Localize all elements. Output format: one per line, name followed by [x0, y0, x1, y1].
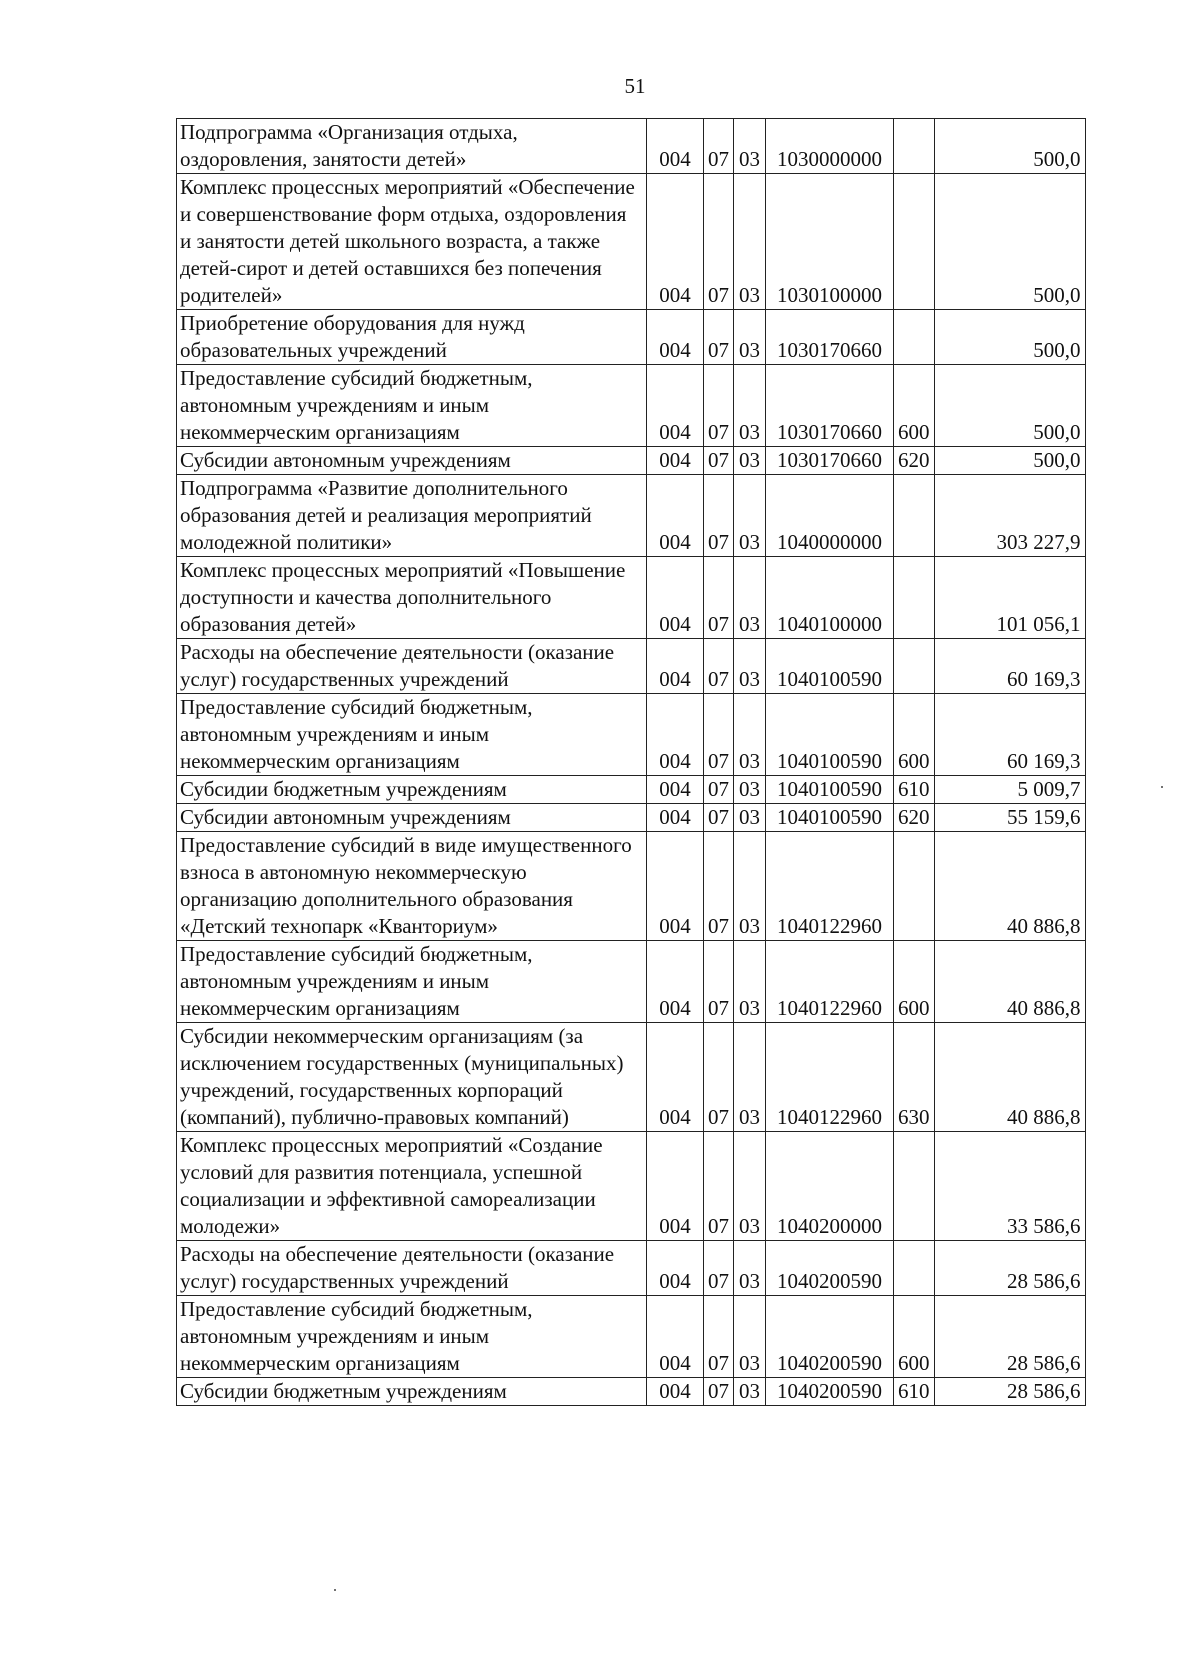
row-subsection-code: 03 — [734, 639, 766, 694]
row-target-article: 1040200590 — [766, 1241, 894, 1296]
scan-speck — [1161, 786, 1163, 788]
row-target-article: 1040122960 — [766, 832, 894, 941]
row-ved-code: 004 — [647, 1378, 704, 1406]
row-section-code: 07 — [704, 310, 734, 365]
row-ved-code: 004 — [647, 310, 704, 365]
table-row — [177, 447, 1086, 475]
row-name: Субсидии бюджетным учреждениям — [177, 776, 647, 804]
row-amount: 500,0 — [934, 447, 1085, 475]
row-ved-code: 004 — [647, 941, 704, 1023]
row-target-article: 1040122960 — [766, 941, 894, 1023]
row-section-code: 07 — [704, 832, 734, 941]
row-expense-type — [894, 310, 935, 365]
row-name: Субсидии бюджетным учреждениям — [177, 1378, 647, 1406]
row-expense-type — [894, 639, 935, 694]
row-subsection-code: 03 — [734, 119, 766, 174]
row-name: Комплекс процессных мероприятий «Повышение доступности и качества дополнительного образования детей» — [177, 557, 647, 639]
row-name: Комплекс процессных мероприятий «Обеспечение и совершенствование форм отдыха, оздоровления и занятости детей школьного возраста, а также детей-сирот и детей оставшихся без попечения родителей» — [177, 174, 647, 310]
row-amount: 500,0 — [934, 174, 1085, 310]
row-target-article: 1040200590 — [766, 1296, 894, 1378]
row-expense-type — [894, 557, 935, 639]
row-subsection-code: 03 — [734, 1296, 766, 1378]
table-row — [177, 804, 1086, 832]
row-expense-type: 610 — [894, 776, 935, 804]
table-row — [177, 1378, 1086, 1406]
row-ved-code: 004 — [647, 1296, 704, 1378]
page-number: 51 — [624, 74, 646, 98]
row-target-article: 1040100000 — [766, 557, 894, 639]
row-ved-code: 004 — [647, 557, 704, 639]
row-amount: 40 886,8 — [934, 1023, 1085, 1132]
table-row — [177, 119, 1086, 174]
row-expense-type: 620 — [894, 447, 935, 475]
row-subsection-code: 03 — [734, 832, 766, 941]
row-subsection-code: 03 — [734, 447, 766, 475]
row-subsection-code: 03 — [734, 310, 766, 365]
row-amount: 28 586,6 — [934, 1241, 1085, 1296]
row-subsection-code: 03 — [734, 174, 766, 310]
table-row — [177, 941, 1086, 1023]
row-target-article: 1030170660 — [766, 310, 894, 365]
table-row — [177, 1296, 1086, 1378]
row-name: Субсидии некоммерческим организациям (за исключением государственных (муниципальных) учреждений, государственных корпораций (компаний), публично-правовых компаний) — [177, 1023, 647, 1132]
row-target-article: 1040200590 — [766, 1378, 894, 1406]
row-ved-code: 004 — [647, 1241, 704, 1296]
row-name: Расходы на обеспечение деятельности (оказание услуг) государственных учреждений — [177, 639, 647, 694]
row-expense-type — [894, 119, 935, 174]
row-name: Предоставление субсидий бюджетным, автономным учреждениям и иным некоммерческим организациям — [177, 365, 647, 447]
row-section-code: 07 — [704, 694, 734, 776]
row-ved-code: 004 — [647, 447, 704, 475]
row-target-article: 1040000000 — [766, 475, 894, 557]
table-row — [177, 1023, 1086, 1132]
row-ved-code: 004 — [647, 475, 704, 557]
row-amount: 60 169,3 — [934, 694, 1085, 776]
row-expense-type: 610 — [894, 1378, 935, 1406]
row-name: Субсидии автономным учреждениям — [177, 804, 647, 832]
row-section-code: 07 — [704, 447, 734, 475]
row-name: Предоставление субсидий бюджетным, автономным учреждениям и иным некоммерческим организациям — [177, 1296, 647, 1378]
table-row — [177, 832, 1086, 941]
row-subsection-code: 03 — [734, 1023, 766, 1132]
row-amount: 55 159,6 — [934, 804, 1085, 832]
row-amount: 33 586,6 — [934, 1132, 1085, 1241]
row-expense-type — [894, 1132, 935, 1241]
row-name: Приобретение оборудования для нужд образовательных учреждений — [177, 310, 647, 365]
row-section-code: 07 — [704, 365, 734, 447]
table-row — [177, 1132, 1086, 1241]
row-ved-code: 004 — [647, 804, 704, 832]
row-name: Субсидии автономным учреждениям — [177, 447, 647, 475]
row-subsection-code: 03 — [734, 776, 766, 804]
row-amount: 40 886,8 — [934, 941, 1085, 1023]
row-expense-type: 600 — [894, 1296, 935, 1378]
row-subsection-code: 03 — [734, 941, 766, 1023]
row-amount: 60 169,3 — [934, 639, 1085, 694]
row-amount: 500,0 — [934, 119, 1085, 174]
row-amount: 500,0 — [934, 310, 1085, 365]
row-ved-code: 004 — [647, 832, 704, 941]
row-subsection-code: 03 — [734, 1132, 766, 1241]
row-section-code: 07 — [704, 119, 734, 174]
row-target-article: 1040100590 — [766, 776, 894, 804]
table-row — [177, 776, 1086, 804]
row-expense-type: 620 — [894, 804, 935, 832]
row-ved-code: 004 — [647, 365, 704, 447]
row-ved-code: 004 — [647, 1132, 704, 1241]
scan-speck — [334, 1589, 336, 1591]
row-amount: 28 586,6 — [934, 1296, 1085, 1378]
row-amount: 40 886,8 — [934, 832, 1085, 941]
row-subsection-code: 03 — [734, 1241, 766, 1296]
row-target-article: 1040100590 — [766, 694, 894, 776]
row-expense-type: 630 — [894, 1023, 935, 1132]
row-subsection-code: 03 — [734, 1378, 766, 1406]
row-subsection-code: 03 — [734, 365, 766, 447]
row-name: Подпрограмма «Организация отдыха, оздоровления, занятости детей» — [177, 119, 647, 174]
row-section-code: 07 — [704, 804, 734, 832]
row-expense-type — [894, 1241, 935, 1296]
row-expense-type — [894, 174, 935, 310]
row-name: Подпрограмма «Развитие дополнительного образования детей и реализация мероприятий молодежной политики» — [177, 475, 647, 557]
row-ved-code: 004 — [647, 776, 704, 804]
row-expense-type: 600 — [894, 694, 935, 776]
row-name: Предоставление субсидий бюджетным, автономным учреждениям и иным некоммерческим организациям — [177, 694, 647, 776]
table-row — [177, 694, 1086, 776]
row-section-code: 07 — [704, 776, 734, 804]
row-amount: 5 009,7 — [934, 776, 1085, 804]
row-section-code: 07 — [704, 475, 734, 557]
row-subsection-code: 03 — [734, 694, 766, 776]
row-subsection-code: 03 — [734, 475, 766, 557]
row-ved-code: 004 — [647, 639, 704, 694]
budget-table — [176, 118, 1086, 1406]
row-name: Расходы на обеспечение деятельности (оказание услуг) государственных учреждений — [177, 1241, 647, 1296]
row-ved-code: 004 — [647, 694, 704, 776]
row-target-article: 1030000000 — [766, 119, 894, 174]
row-section-code: 07 — [704, 1296, 734, 1378]
row-section-code: 07 — [704, 639, 734, 694]
row-target-article: 1030170660 — [766, 447, 894, 475]
table-row — [177, 310, 1086, 365]
table-row — [177, 475, 1086, 557]
row-ved-code: 004 — [647, 119, 704, 174]
row-section-code: 07 — [704, 557, 734, 639]
budget-table-body — [177, 119, 1086, 1406]
table-row — [177, 365, 1086, 447]
row-amount: 303 227,9 — [934, 475, 1085, 557]
row-section-code: 07 — [704, 1241, 734, 1296]
table-row — [177, 174, 1086, 310]
row-subsection-code: 03 — [734, 557, 766, 639]
row-subsection-code: 03 — [734, 804, 766, 832]
table-row — [177, 557, 1086, 639]
row-target-article: 1030170660 — [766, 365, 894, 447]
row-ved-code: 004 — [647, 1023, 704, 1132]
row-section-code: 07 — [704, 1378, 734, 1406]
row-target-article: 1040200000 — [766, 1132, 894, 1241]
row-expense-type — [894, 475, 935, 557]
table-row — [177, 1241, 1086, 1296]
row-section-code: 07 — [704, 1132, 734, 1241]
table-row — [177, 639, 1086, 694]
row-name: Предоставление субсидий бюджетным, автономным учреждениям и иным некоммерческим организациям — [177, 941, 647, 1023]
row-amount: 101 056,1 — [934, 557, 1085, 639]
row-name: Комплекс процессных мероприятий «Создание условий для развития потенциала, успешной социализации и эффективной самореализации молодежи» — [177, 1132, 647, 1241]
row-target-article: 1040100590 — [766, 639, 894, 694]
row-expense-type: 600 — [894, 365, 935, 447]
row-target-article: 1040122960 — [766, 1023, 894, 1132]
row-expense-type — [894, 832, 935, 941]
row-target-article: 1040100590 — [766, 804, 894, 832]
row-expense-type: 600 — [894, 941, 935, 1023]
row-section-code: 07 — [704, 1023, 734, 1132]
row-amount: 28 586,6 — [934, 1378, 1085, 1406]
row-section-code: 07 — [704, 174, 734, 310]
row-target-article: 1030100000 — [766, 174, 894, 310]
row-section-code: 07 — [704, 941, 734, 1023]
row-name: Предоставление субсидий в виде имущественного взноса в автономную некоммерческую организацию дополнительного образования «Детский технопарк «Кванториум» — [177, 832, 647, 941]
row-amount: 500,0 — [934, 365, 1085, 447]
row-ved-code: 004 — [647, 174, 704, 310]
